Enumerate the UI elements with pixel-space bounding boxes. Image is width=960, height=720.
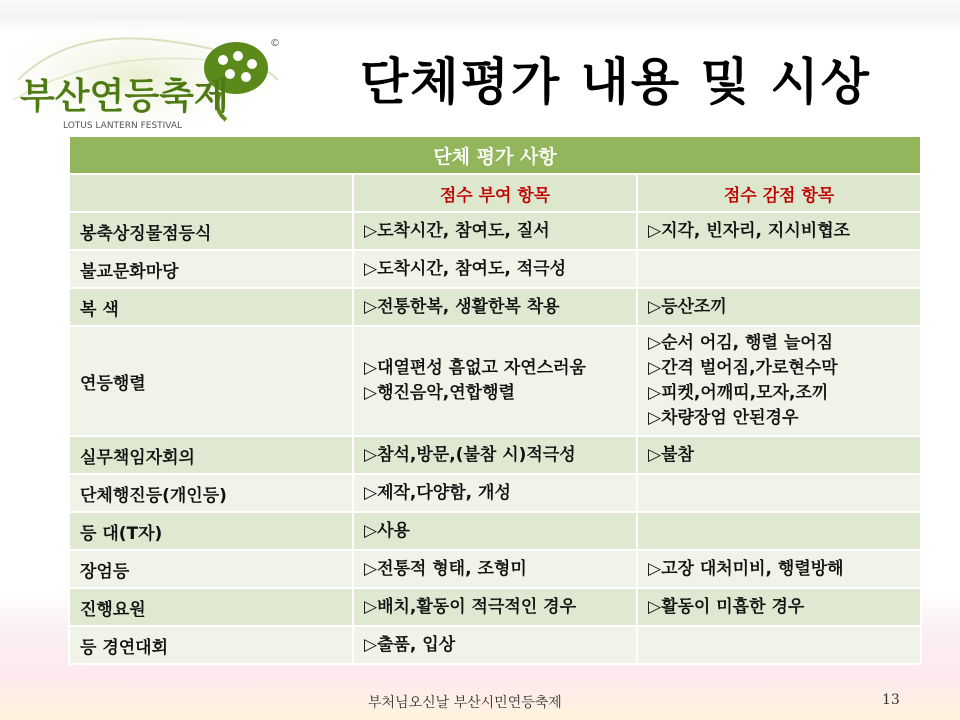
score-minus-cell	[637, 436, 921, 474]
score-minus-item: ▷간격 벌어짐,가로현수막	[648, 358, 838, 378]
score-plus-cell	[353, 436, 637, 474]
slide-title: 단체평가 내용 및 시상	[360, 53, 871, 111]
score-plus-cell	[353, 250, 637, 288]
score-minus-item: ▷지각, 빈자리, 지시비협조	[648, 220, 851, 241]
score-minus-cell	[637, 326, 921, 436]
logo-subtitle: LOTUS LANTERN FESTIVAL	[63, 121, 183, 131]
slide-footer	[0, 690, 960, 710]
row-category: 연등행렬	[69, 326, 353, 436]
score-plus-item: ▷도착시간, 참여도, 적극성	[364, 258, 567, 279]
score-plus-cell	[353, 326, 637, 436]
score-plus-cell	[353, 550, 637, 588]
score-plus-item: ▷사용	[364, 520, 410, 541]
score-plus-item: ▷출품, 입상	[364, 634, 456, 655]
row-category: 진행요원	[69, 588, 353, 626]
score-plus-item: ▷도착시간, 참여도, 질서	[364, 220, 550, 241]
row-category: 등 경연대회	[69, 626, 353, 664]
score-minus-item: ▷활동이 미흡한 경우	[648, 596, 805, 617]
score-plus-item: ▷제작,다양함, 개성	[364, 482, 511, 503]
score-minus-item: ▷고장 대처미비, 행렬방해	[648, 558, 844, 579]
table-row	[69, 212, 921, 250]
copyright-mark: ©	[270, 38, 280, 49]
score-plus-cell	[353, 474, 637, 512]
score-minus-cell	[637, 550, 921, 588]
score-plus-item: ▷대열편성 흠없고 자연스러움	[364, 358, 586, 378]
score-plus-item: ▷배치,활동이 적극적인 경우	[364, 596, 577, 617]
table-row	[69, 550, 921, 588]
row-category: 등 대(T자)	[69, 512, 353, 550]
score-plus-cell	[353, 288, 637, 326]
score-minus-item: ▷차량장엄 안된경우	[648, 408, 799, 428]
score-minus-cell	[637, 588, 921, 626]
table-row	[69, 250, 921, 288]
evaluation-table	[68, 135, 922, 665]
row-category: 장엄등	[69, 550, 353, 588]
score-plus-cell	[353, 588, 637, 626]
score-plus-item: ▷행진음악,연합행렬	[364, 383, 515, 403]
footer-text: 부처님오신날 부산시민연등축제	[368, 695, 562, 711]
row-category: 불교문화마당	[69, 250, 353, 288]
score-minus-cell	[637, 212, 921, 250]
score-plus-cell	[353, 626, 637, 664]
row-category: 단체행진등(개인등)	[69, 474, 353, 512]
score-plus-cell	[353, 212, 637, 250]
row-category: 봉축상징물점등식	[69, 212, 353, 250]
column-header-minus: 점수 감점 항목	[637, 174, 921, 212]
score-minus-item: ▷불참	[648, 444, 694, 465]
table-heading-row	[69, 136, 921, 174]
page-number: 13	[882, 692, 900, 708]
festival-logo	[8, 20, 298, 132]
logo-text: 부산연등축제	[20, 76, 229, 117]
table-heading: 단체 평가 사항	[69, 136, 921, 174]
score-minus-cell	[637, 626, 921, 664]
column-header-plus: 점수 부여 항목	[353, 174, 637, 212]
row-category: 실무책임자회의	[69, 436, 353, 474]
score-minus-item: ▷순서 어김, 행렬 늘어짐	[648, 333, 834, 353]
row-category: 복 색	[69, 288, 353, 326]
table-row	[69, 588, 921, 626]
score-plus-item: ▷참석,방문,(불참 시)적극성	[364, 444, 576, 465]
score-minus-cell	[637, 512, 921, 550]
score-minus-cell	[637, 288, 921, 326]
score-plus-cell	[353, 512, 637, 550]
table-row	[69, 626, 921, 664]
score-minus-cell	[637, 250, 921, 288]
score-minus-cell	[637, 474, 921, 512]
table-row	[69, 326, 921, 436]
table-row	[69, 474, 921, 512]
table-row	[69, 512, 921, 550]
score-plus-item: ▷전통적 형태, 조형미	[364, 558, 527, 579]
score-plus-item: ▷전통한복, 생활한복 착용	[364, 296, 560, 317]
score-minus-item: ▷등산조끼	[648, 296, 727, 317]
score-minus-item: ▷피켓,어깨띠,모자,조끼	[648, 383, 829, 403]
table-row	[69, 288, 921, 326]
table-row	[69, 436, 921, 474]
column-header-row	[69, 174, 921, 212]
column-header-category	[69, 174, 353, 212]
